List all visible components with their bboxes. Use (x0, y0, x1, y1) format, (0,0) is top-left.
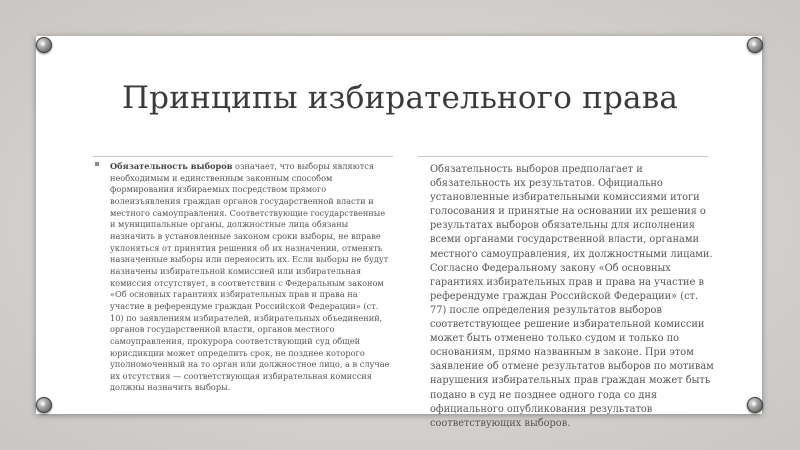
right-text-block: Обязательность выборов предполагает и обязательность их результатов. Официально установленные избирательными комиссиями итоги голосования и принятые на основании их решения о результатах выборов обязательны для исполнения всеми органами государственной власти, органами местного самоуправления, их должностными лицами. Согласно Федеральному закону «Об основных гарантиях избирательных прав и права на участие в референдуме граждан Российской Федерации» (ст. 77) после определения результатов выборов соответствующее решение избирательной комиссии может быть отменено только судом и только по основаниям, прямо названным в законе. При этом заявление об отмене результатов выборов по мотивам нарушения избирательных прав граждан может быть подано в суд не позднее одного года со дня официального опубликования результатов соответствующих выборов. (430, 164, 714, 429)
left-body-text: означает, что выборы являются необходимым и единственным законным способом формирования избираемых посредством прямого волеизъявления граждан органов государственной власти и местного самоуправления. Соответствующие государственные и муниципальные органы, должностные лица обязаны назначить в установленные законом сроки выборы, не вправе уклоняться от принятия решения об их назначении, отменять назначенные выборы или переносить их. Если выборы не будут назначены избирательной комиссией или избирательная комиссия отсутствует, в соответствии с Федеральным законом «Об основных гарантиях избирательных прав и права на участие в референдуме граждан Российской Федерации» (ст. 10) по заявлениям избирателей, избирательных объединений, органов государственной власти, органов местного самоуправления, прокурора соответствующий суд общей юрисдикции может определить срок, не позднее которого уполномоченный на то орган или должностное лицо, а в случае их отсутствия — соответствующая избирательная комиссия должны назначить выборы. (110, 161, 390, 393)
slide-title: Принципы избирательного права (121, 80, 679, 116)
pin-icon (747, 397, 763, 413)
divider-left (93, 156, 393, 157)
pin-icon (36, 397, 52, 413)
pin-icon (36, 37, 52, 53)
pin-icon (747, 37, 763, 53)
bold-term: Обязательность выборов (110, 161, 233, 171)
bullet-icon (95, 162, 99, 166)
divider-right (418, 156, 708, 157)
left-text-block (110, 161, 392, 394)
